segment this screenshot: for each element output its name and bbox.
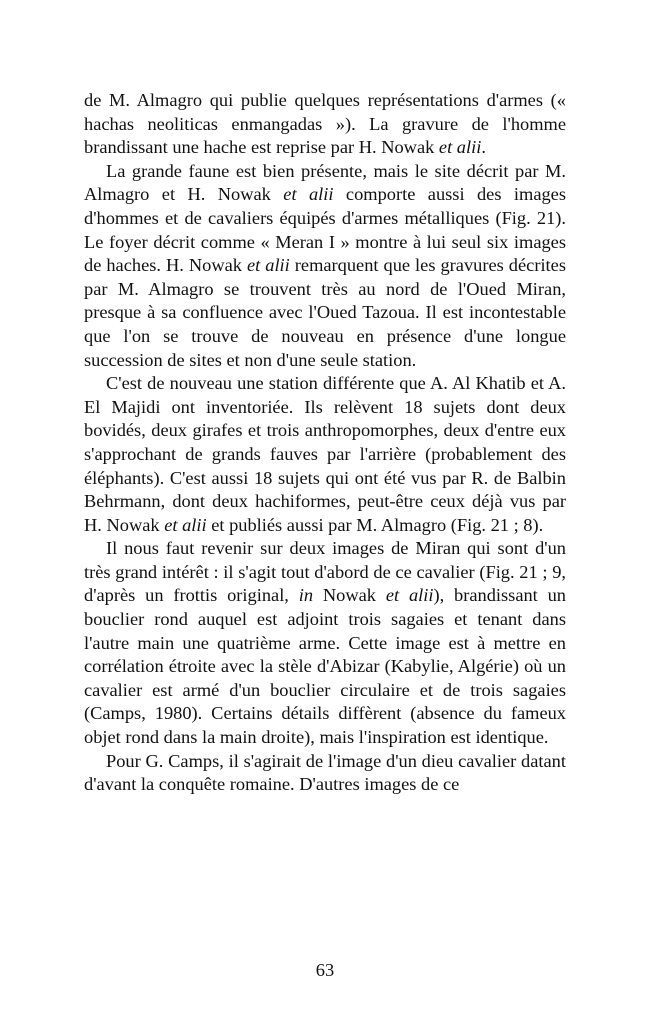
italic-run: et alii xyxy=(438,137,482,158)
text-run: C'est de nouveau une station différente que A. Al Khatib et A. El Majidi ont inventoriée. Ils relèvent 18 sujets dont deux bovidés, deux girafes et trois anthropomorphes, deux d'entre eux s'approchant de grands fauves par l'arrière (probablement des éléphants). C'est aussi 18 sujets qui ont été vus par R. de Balbin Behrmann, dont deux hachiformes, peut-être ceux déjà vus par H. Nowak xyxy=(84,373,566,535)
italic-run: et alii xyxy=(385,585,434,606)
body-text xyxy=(84,89,566,797)
paragraph xyxy=(84,89,566,160)
italic-run: in xyxy=(298,585,314,606)
text-run: . xyxy=(481,137,486,158)
text-run: La grande faune est bien présente, mais le site décrit par M. Almagro et H. Nowak xyxy=(84,160,566,205)
text-run: et publiés aussi par M. Almagro (Fig. 21 ; 8). xyxy=(206,514,544,535)
text-run: de M. Almagro qui publie quelques représentations d'armes (« hachas neoliticas enmangadas »). La gravure de l'homme brandissant une hache est reprise par H. Nowak xyxy=(84,90,566,158)
text-run: Nowak xyxy=(313,585,386,606)
text-run: ), brandissant un bouclier rond auquel est adjoint trois sagaies et tenant dans l'autre main une quatrième arme. Cette image est à mettre en corrélation étroite avec la stèle d'Abizar (Kabylie, Algérie) où un cavalier est armé d'un bouclier circulaire et de trois sagaies (Camps, 1980). Certains détails diffèrent (absence du fameux objet rond dans la main droite), mais l'inspiration est identique. xyxy=(84,585,566,748)
text-run: comporte aussi des images d'hommes et de cavaliers équipés d'armes métalliques (Fig. 21). Le foyer décrit comme « Meran I » montre à lui seul six images de haches. H. Nowak xyxy=(84,184,567,276)
text-run: Il nous faut revenir sur deux images de Miran qui sont d'un très grand intérêt : il s'agit tout d'abord de ce cavalier (Fig. 21 ; 9, d'après un frottis original, xyxy=(84,538,566,606)
paragraph xyxy=(84,372,566,537)
italic-run: et alii xyxy=(283,184,334,205)
italic-run: et alii xyxy=(164,514,207,535)
text-run: Pour G. Camps, il s'agirait de l'image d'un dieu cavalier datant d'avant la conquête romaine. D'autres images de ce xyxy=(84,750,566,795)
text-run: remarquent que les gravures décrites par M. Almagro se trouvent très au nord de l'Oued Miran, presque à sa confluence avec l'Oued Tazoua. Il est incontestable que l'on se trouve de nouveau en présence d'une longue succession de sites et non d'une seule station. xyxy=(84,255,566,370)
page-number: 63 xyxy=(315,960,335,980)
paragraph xyxy=(84,537,566,749)
paragraph xyxy=(84,160,566,372)
italic-run: et alii xyxy=(246,255,290,276)
paragraph xyxy=(84,750,566,797)
